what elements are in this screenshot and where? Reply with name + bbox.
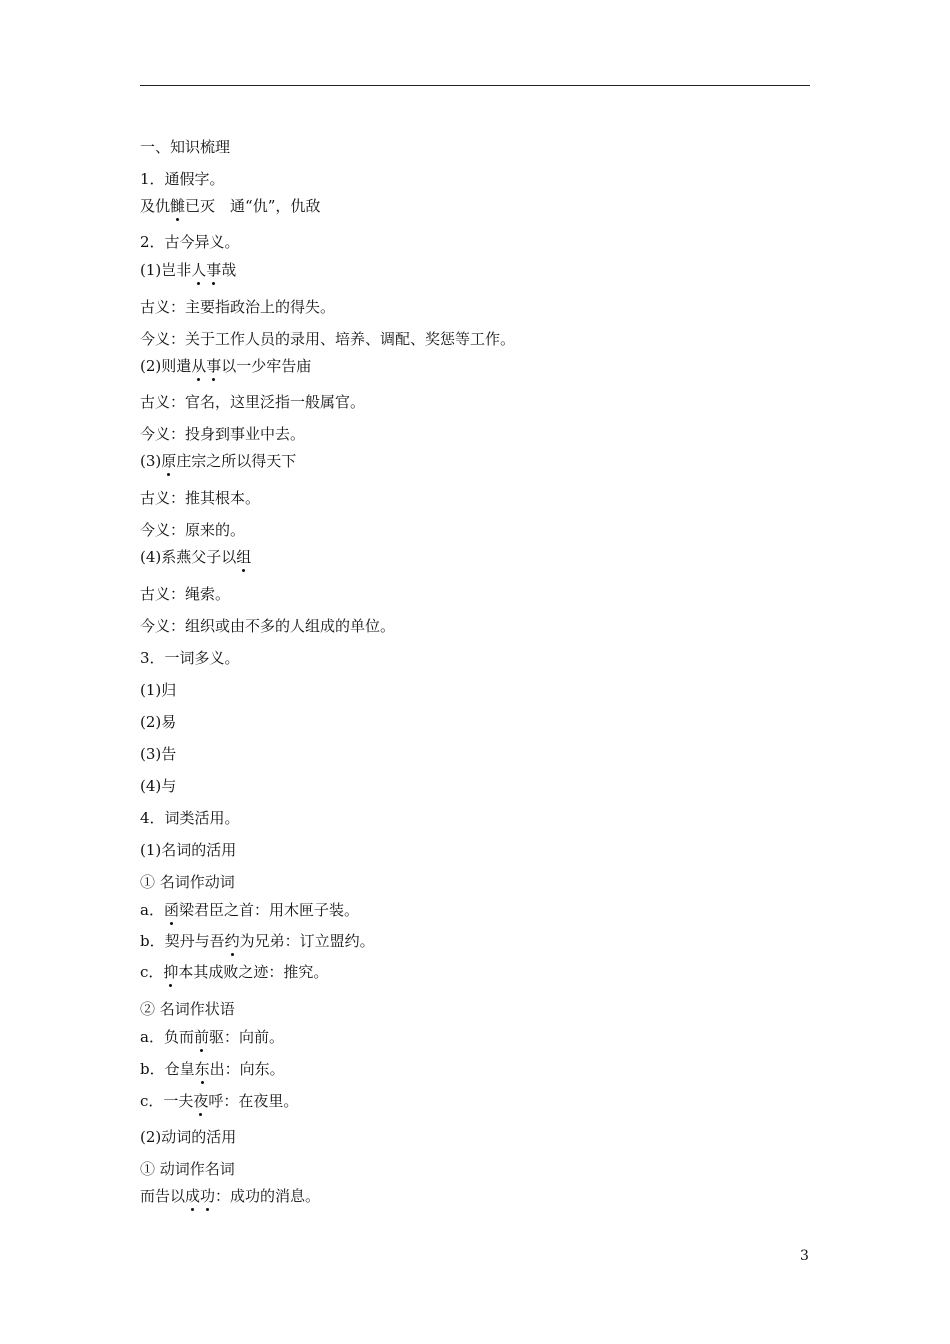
s4-example <box>140 1028 284 1046</box>
dotted-char: 抑 <box>163 963 179 981</box>
s2-item3-old: 古义：推其根本。 <box>140 489 261 507</box>
text: 本其成败之迹：推究。 <box>178 963 329 981</box>
dotted-char: 从 <box>191 357 207 375</box>
text: c．一夫 <box>140 1092 194 1110</box>
dotted-char: 成 <box>185 1187 201 1205</box>
text: 庄宗之所以得天下 <box>176 452 297 470</box>
header-rule <box>140 85 810 86</box>
s3-item: (1)归 <box>140 681 177 699</box>
s4-example <box>140 1092 298 1110</box>
s3-item: (2)易 <box>140 713 177 731</box>
s2-title: 2．古今异义。 <box>140 233 240 251</box>
text: 已灭 通“仇”，仇敌 <box>185 197 321 215</box>
dotted-char: 夜 <box>193 1092 209 1110</box>
s1-example <box>140 197 320 215</box>
s4-sub1: (1)名词的活用 <box>140 841 237 859</box>
s4-title: 4．词类活用。 <box>140 809 240 827</box>
dotted-char: 原 <box>161 452 177 470</box>
text: 出：向东。 <box>209 1060 285 1078</box>
s2-item2-new: 今义：投身到事业中去。 <box>140 425 306 443</box>
s2-item2 <box>140 357 311 375</box>
s4-example <box>140 963 328 981</box>
dotted-char: 组 <box>236 548 252 566</box>
text: b．仓皇 <box>140 1060 195 1078</box>
s3-item: (3)告 <box>140 745 177 763</box>
s4-sub2: (2)动词的活用 <box>140 1128 237 1146</box>
text: b．契丹与吾 <box>140 932 225 950</box>
dotted-char: 事 <box>206 261 222 279</box>
s4-example <box>140 1060 285 1078</box>
dotted-char: 东 <box>194 1060 210 1078</box>
s4-category3: ① 动词作名词 <box>140 1160 235 1178</box>
s4-example <box>140 901 359 919</box>
text: (2)则遣 <box>140 357 192 375</box>
s4-example <box>140 1187 320 1205</box>
dotted-char: 人 <box>191 261 207 279</box>
s2-item1-new: 今义：关于工作人员的录用、培养、调配、奖惩等工作。 <box>140 330 516 348</box>
s1-title: 1．通假字。 <box>140 170 225 188</box>
text: 梁君臣之首：用木匣子装。 <box>178 901 359 919</box>
text: a． <box>140 901 164 919</box>
text: c． <box>140 963 164 981</box>
s2-item3 <box>140 452 296 470</box>
text: 哉 <box>221 261 237 279</box>
dotted-char: 事 <box>206 357 222 375</box>
s2-item1-old: 古义：主要指政治上的得失。 <box>140 298 336 316</box>
text: 及仇 <box>140 197 171 215</box>
dotted-char: 前 <box>193 1028 209 1046</box>
s4-category1: ① 名词作动词 <box>140 873 235 891</box>
text: (1)岂非 <box>140 261 192 279</box>
text: 而告以 <box>140 1187 186 1205</box>
s4-category2: ② 名词作状语 <box>140 1000 235 1018</box>
s3-item: (4)与 <box>140 777 177 795</box>
s2-item2-old: 古义：官名，这里泛指一般属官。 <box>140 393 366 411</box>
s2-item1 <box>140 261 236 279</box>
text: (4)系燕父子以 <box>140 548 237 566</box>
dotted-char: 雠 <box>170 197 186 215</box>
s2-item3-new: 今义：原来的。 <box>140 521 246 539</box>
text: 为兄弟：订立盟约。 <box>239 932 375 950</box>
text: 呼：在夜里。 <box>208 1092 299 1110</box>
dotted-char: 约 <box>224 932 240 950</box>
text: a．负而 <box>140 1028 194 1046</box>
section-heading: 一、知识梳理 <box>140 138 231 156</box>
text: 驱：向前。 <box>208 1028 284 1046</box>
s2-item4 <box>140 548 251 566</box>
s2-item4-old: 古义：绳索。 <box>140 585 231 603</box>
s4-example <box>140 932 375 950</box>
s2-item4-new: 今义：组织或由不多的人组成的单位。 <box>140 617 396 635</box>
text: 以一少牢告庙 <box>221 357 312 375</box>
page-number: 3 <box>800 1248 809 1264</box>
text: ：成功的消息。 <box>215 1187 321 1205</box>
dotted-char: 函 <box>163 901 179 919</box>
s3-title: 3．一词多义。 <box>140 649 240 667</box>
dotted-char: 功 <box>200 1187 216 1205</box>
text: (3) <box>140 452 162 470</box>
